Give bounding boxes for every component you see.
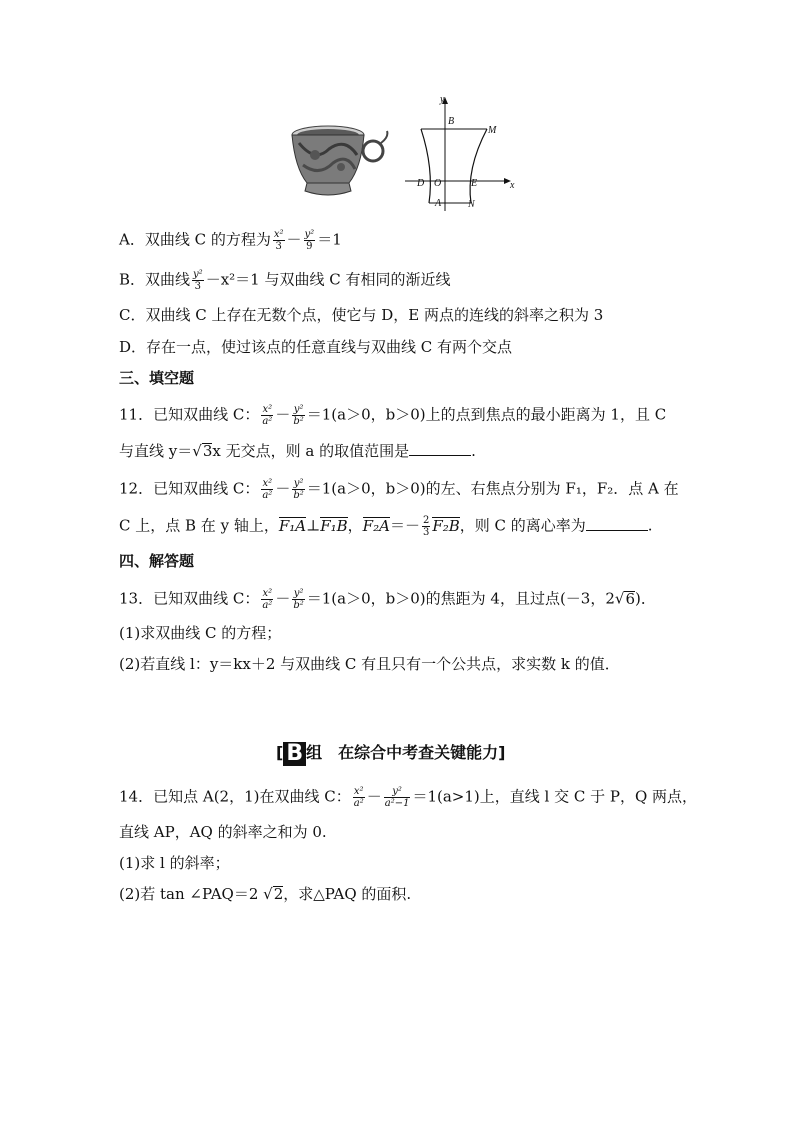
question-14-part1: (1)求 l 的斜率；	[119, 854, 230, 872]
section-heading-solve: 四、解答题	[119, 552, 195, 570]
vector-f1a: F₁A	[278, 516, 307, 535]
fraction	[422, 515, 430, 538]
figure	[285, 93, 535, 222]
label-M: M	[488, 125, 497, 136]
numerator: y²	[293, 588, 304, 599]
perp: ⊥	[306, 516, 321, 535]
q12-pre: 12．已知双曲线 C：	[119, 479, 260, 498]
option-b-rest: －x²＝1 与双曲线 C 有相同的渐近线	[205, 270, 451, 289]
question-12-line1	[119, 478, 679, 501]
denominator: a²	[262, 416, 273, 427]
answer-blank[interactable]	[586, 516, 648, 531]
denominator: a²	[353, 798, 364, 809]
fraction	[261, 588, 273, 611]
option-a	[119, 229, 342, 252]
fraction	[353, 786, 365, 809]
label-y: y	[440, 94, 445, 105]
minus: －	[366, 787, 382, 806]
vector-f1b: F₁B	[320, 516, 348, 535]
sqrt-value: 6	[625, 589, 636, 608]
equals-minus: ＝－	[389, 516, 420, 535]
q14-mid: ＝1(a>1)上，直线 l 交 C 于 P，Q 两点，	[412, 787, 698, 806]
period: .	[471, 442, 476, 460]
q11-line2-pre: 与直线 y＝	[119, 442, 193, 460]
label-A: A	[435, 198, 442, 209]
comma: ，	[347, 516, 363, 535]
option-b	[119, 269, 451, 292]
numerator: y²	[304, 229, 315, 240]
q12-line2-b: ，则 C 的离心率为	[459, 516, 586, 535]
numerator: x²	[262, 404, 273, 415]
denominator: b²	[293, 490, 304, 501]
q13-mid: ＝1(a＞0，b＞0)的焦距为 4，且过点(－3，2	[306, 589, 615, 608]
answer-blank[interactable]	[409, 441, 471, 456]
label-N: N	[468, 199, 475, 210]
numerator: y²	[293, 404, 304, 415]
fraction	[292, 404, 304, 427]
label-x: x	[510, 180, 515, 191]
cup-and-hyperbola-figure	[285, 93, 535, 218]
question-12-line2	[119, 515, 653, 538]
label-D: D	[417, 178, 425, 189]
q11-pre: 11．已知双曲线 C：	[119, 405, 260, 424]
option-c: C．双曲线 C 上存在无数个点，使它与 D，E 两点的连线的斜率之积为 3	[119, 306, 604, 324]
fraction	[292, 478, 304, 501]
minus: －	[275, 479, 291, 498]
question-11-line2: 与直线 y＝√3x 无交点，则 a 的取值范围是 .	[119, 442, 476, 460]
hyperbola-diagram	[405, 94, 515, 211]
vector-f2b: F₂B	[432, 516, 460, 535]
question-13-part2: (2)若直线 l：y＝kx＋2 与双曲线 C 有且只有一个公共点，求实数 k 的值．	[119, 655, 620, 673]
numerator: x²	[273, 229, 284, 240]
minus: －	[286, 230, 302, 249]
section-heading-fill-in: 三、填空题	[119, 369, 195, 387]
denominator: 3	[422, 527, 430, 538]
vector-f2a: F₂A	[362, 516, 390, 535]
question-14-part2: (2)若 tan ∠PAQ＝2 √2，求△PAQ 的面积.	[119, 885, 412, 903]
sqrt-value: 3	[202, 442, 213, 460]
bracket-close: ]	[498, 743, 506, 762]
denominator: a²	[262, 490, 273, 501]
numerator: 2	[422, 515, 430, 526]
numerator: x²	[353, 786, 364, 797]
q14-part2-pre: (2)若 tan ∠PAQ＝2	[119, 885, 264, 903]
denominator: a²−1	[384, 798, 410, 809]
fraction	[273, 229, 285, 252]
denominator: 9	[306, 241, 313, 252]
question-14-line2: 直线 AP，AQ 的斜率之和为 0.	[119, 823, 327, 841]
question-13-part1: (1)求双曲线 C 的方程；	[119, 624, 282, 642]
numerator: x²	[262, 478, 273, 489]
section-banner-b	[276, 740, 505, 766]
denominator: 3	[275, 241, 282, 252]
numerator: y²	[293, 478, 304, 489]
option-d: D．存在一点，使过该点的任意直线与双曲线 C 有两个交点	[119, 338, 513, 356]
minus: －	[275, 589, 291, 608]
option-a-text: A．双曲线 C 的方程为	[119, 230, 271, 249]
option-b-text: B．双曲线	[119, 270, 191, 289]
fraction	[192, 269, 204, 292]
period: .	[647, 516, 653, 535]
q14-pre: 14．已知点 A(2，1)在双曲线 C：	[119, 787, 351, 806]
q13-pre: 13．已知双曲线 C：	[119, 589, 260, 608]
q13-post: )．	[635, 589, 656, 608]
fraction	[292, 588, 304, 611]
label-O: O	[434, 178, 442, 189]
q11-line2-post: x 无交点，则 a 的取值范围是	[212, 442, 410, 460]
banner-text: 组 在综合中考查关键能力	[306, 743, 499, 762]
fraction	[261, 404, 273, 427]
bracket-open: [	[276, 743, 284, 762]
numerator: x²	[262, 588, 273, 599]
fraction	[261, 478, 273, 501]
denominator: a²	[262, 600, 273, 611]
denominator: b²	[293, 416, 304, 427]
question-13-line1: 13．已知双曲线 C： $\frac{\text{x²}}{\text{a²}}$ － $\frac{\text{y²}}{\text{b²}}$ ＝1(a＞0，b＞0)的焦距为 4，且过点(－3，2√6)．	[119, 588, 656, 611]
q12-mid: ＝1(a＞0，b＞0)的左、右焦点分别为 F₁，F₂．点 A 在	[306, 479, 679, 498]
question-14-line1	[119, 786, 697, 809]
sqrt-value: 2	[273, 885, 284, 903]
equals: ＝1	[317, 230, 342, 249]
numerator: y²	[384, 786, 411, 798]
q11-mid: ＝1(a＞0，b＞0)上的点到焦点的最小距离为 1，且 C	[306, 405, 667, 424]
denominator: b²	[293, 600, 304, 611]
q14-part2-post: ，求△PAQ 的面积.	[283, 885, 412, 903]
numerator: y²	[193, 269, 203, 280]
group-letter-badge: B	[283, 742, 306, 766]
denominator: 3	[194, 281, 202, 292]
fraction	[384, 786, 411, 809]
question-11-line1	[119, 404, 666, 427]
q12-line2-a: C 上，点 B 在 y 轴上，	[119, 516, 279, 535]
label-B: B	[448, 116, 455, 127]
fraction	[304, 229, 316, 252]
minus: －	[275, 405, 291, 424]
label-E: E	[471, 178, 478, 189]
cup-image	[292, 126, 387, 195]
